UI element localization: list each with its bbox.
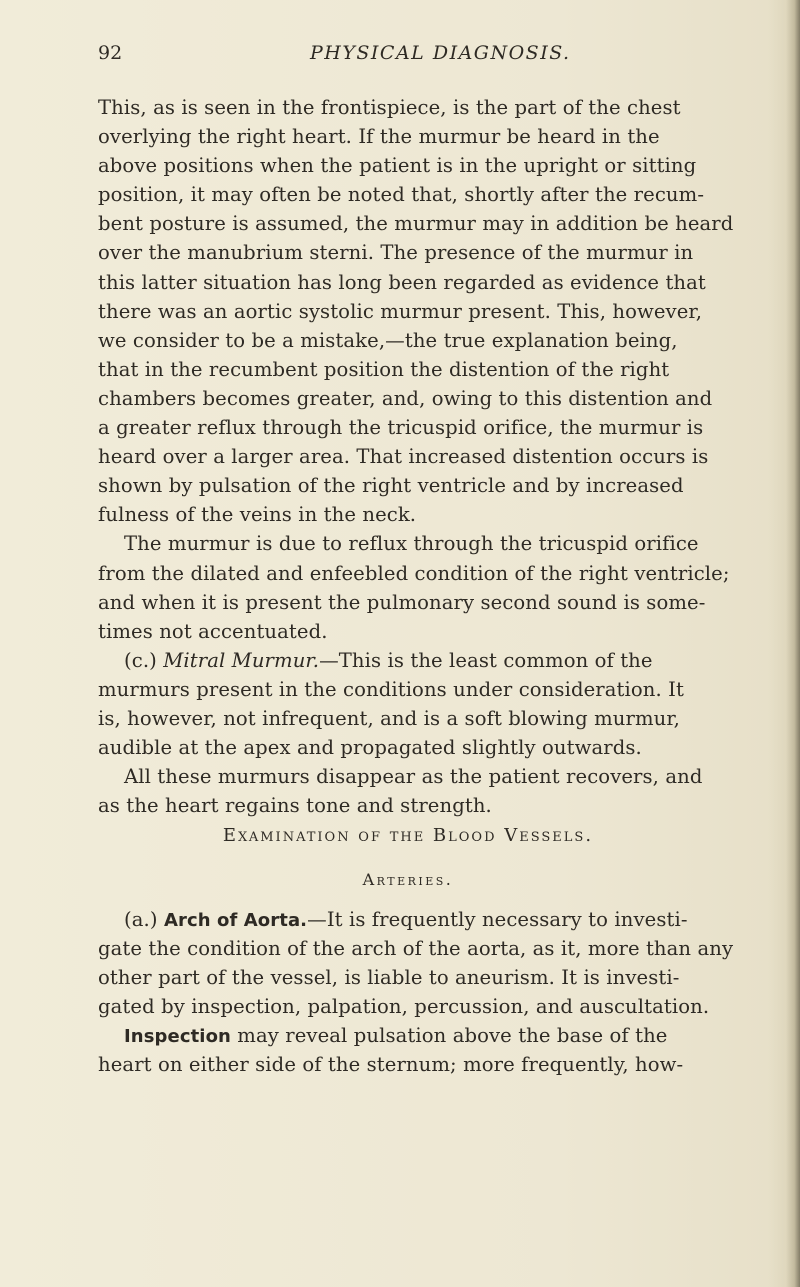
paragraph-arch-of-aorta xyxy=(98,905,788,1021)
section-heading-text: Examination of the Blood Vessels. xyxy=(222,825,594,846)
text-line: bent posture is assumed, the murmur may in addition be heard xyxy=(98,212,734,236)
text-line: this latter situation has long been regarded as evidence that xyxy=(98,270,706,294)
text-line: shown by pulsation of the right ventricle and by increased xyxy=(98,474,684,498)
text-line xyxy=(98,905,788,934)
text-line: heard over a larger area. That increased distention occurs is xyxy=(98,445,709,469)
item-label: (c.) xyxy=(124,648,164,672)
text-line: is, however, not infrequent, and is a soft blowing murmur, xyxy=(98,706,680,730)
text-line: position, it may often be noted that, shortly after the recum- xyxy=(98,183,705,207)
item-label: (a.) xyxy=(124,908,164,931)
text-line: All these murmurs disappear as the patient recovers, and xyxy=(124,765,703,789)
text-line: audible at the apex and propagated slightly outwards. xyxy=(98,736,642,760)
text-line xyxy=(98,646,788,675)
section-subheading-text: Arteries. xyxy=(362,870,454,889)
text-line: other part of the vessel, is liable to aneurism. It is investi- xyxy=(98,966,680,990)
text-line: we consider to be a mistake,—the true explanation being, xyxy=(98,328,678,352)
body-text xyxy=(98,93,788,820)
text-line: there was an aortic systolic murmur present. This, however, xyxy=(98,299,703,323)
text-line: above positions when the patient is in the upright or sitting xyxy=(98,154,697,178)
item-title: Inspection xyxy=(124,1026,231,1048)
page-edge-shadow xyxy=(786,0,800,1287)
item-text: —This is the least common of the xyxy=(319,648,653,672)
item-title: Mitral Murmur. xyxy=(163,648,320,672)
paragraph-inspection xyxy=(98,1021,788,1079)
running-title: PHYSICAL DIAGNOSIS. xyxy=(310,42,571,64)
text-line: gate the condition of the arch of the aorta, as it, more than any xyxy=(98,937,734,961)
paragraph-mitral-murmur xyxy=(98,646,788,762)
text-line: murmurs present in the conditions under consideration. It xyxy=(98,677,684,701)
item-text: may reveal pulsation above the base of the xyxy=(230,1024,668,1048)
page-number: 92 xyxy=(98,42,123,64)
text-line: overlying the right heart. If the murmur be heard in the xyxy=(98,125,660,149)
paragraph-murmur-cause xyxy=(98,529,788,645)
text-line: chambers becomes greater, and, owing to this distention and xyxy=(98,386,713,410)
text-line: and when it is present the pulmonary second sound is some- xyxy=(98,590,706,614)
item-text: —It is frequently necessary to investi- xyxy=(307,908,688,931)
section-heading xyxy=(98,825,718,846)
arteries-section xyxy=(98,905,788,1080)
text-line: as the heart regains tone and strength. xyxy=(98,794,492,818)
text-line: The murmur is due to reflux through the tricuspid orifice xyxy=(124,532,699,556)
text-line: fulness of the veins in the neck. xyxy=(98,503,417,527)
text-line xyxy=(98,1021,788,1050)
section-subheading xyxy=(98,870,718,889)
text-line: gated by inspection, palpation, percussion, and auscultation. xyxy=(98,995,710,1019)
paragraph-murmurs-disappear xyxy=(98,762,788,820)
text-line: heart on either side of the sternum; more frequently, how- xyxy=(98,1053,684,1077)
text-line: times not accentuated. xyxy=(98,619,328,643)
text-line: This, as is seen in the frontispiece, is the part of the chest xyxy=(98,96,681,119)
text-line: over the manubrium sterni. The presence of the murmur in xyxy=(98,241,694,265)
paragraph-tricuspid-position xyxy=(98,93,788,529)
text-line: that in the recumbent position the distention of the right xyxy=(98,357,670,381)
text-line: a greater reflux through the tricuspid orifice, the murmur is xyxy=(98,416,704,440)
page-header xyxy=(98,38,738,74)
text-line: from the dilated and enfeebled condition of the right ventricle; xyxy=(98,561,730,585)
item-title: Arch of Aorta. xyxy=(163,910,308,931)
